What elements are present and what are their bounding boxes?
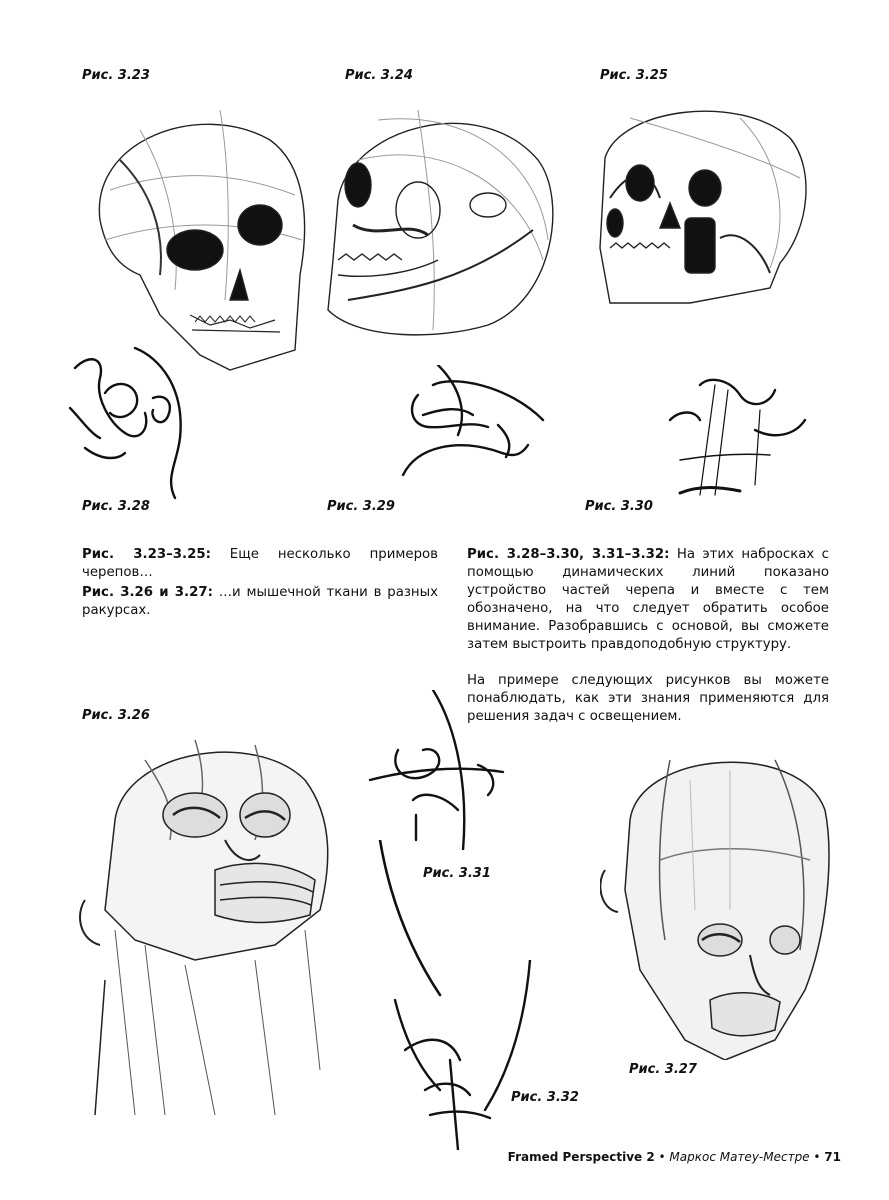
gesture-drawing-3-32 [390,960,540,1150]
left-paragraph-2-ref: Рис. 3.26 и 3.27: [82,585,213,600]
figure-caption-3-30: Рис. 3.30 [585,499,653,514]
gesture-drawing-3-30 [660,375,810,500]
figure-caption-3-27: Рис. 3.27 [629,1062,697,1077]
right-paragraph-1 [467,546,829,654]
page-footer [508,1150,841,1164]
left-paragraph-1-body: Еще несколько примеров черепов… [82,547,438,580]
skull-drawing-3-23 [80,100,310,375]
left-paragraph-2-body: …и мышечной ткани в разных ракурсах. [82,585,438,618]
figure-caption-3-31: Рис. 3.31 [423,866,491,881]
figure-caption-3-23: Рис. 3.23 [82,68,150,83]
figure-caption-3-26: Рис. 3.26 [82,708,150,723]
figure-caption-3-25: Рис. 3.25 [600,68,668,83]
right-paragraph-2: На примере следующих рисунков вы можете понаблюдать, как эти знания применяются для решения задач с освещением. [467,673,829,724]
footer-separator-2: • [809,1150,825,1164]
gesture-drawing-3-29 [398,365,548,485]
skull-drawing-3-24 [318,100,568,345]
muscle-head-drawing-3-27 [600,740,840,1060]
muscle-head-drawing-3-26 [75,730,335,1115]
figure-caption-3-29: Рис. 3.29 [327,499,395,514]
gesture-drawing-3-28 [65,338,200,503]
left-paragraph-1-ref: Рис. 3.23–3.25: [82,547,211,562]
left-paragraph-2 [82,584,438,620]
footer-author: Маркос Матеу-Местре [669,1150,810,1164]
skull-drawing-3-25 [590,98,815,318]
right-paragraph-1-ref: Рис. 3.28–3.30, 3.31–3.32: [467,547,670,562]
left-paragraph-1 [82,546,438,582]
page-number: 71 [824,1150,841,1164]
figure-caption-3-32: Рис. 3.32 [511,1090,579,1105]
gesture-drawing-3-31 [368,690,508,850]
figure-caption-3-24: Рис. 3.24 [345,68,413,83]
footer-separator-1: • [654,1150,670,1164]
right-paragraph-1-body: На этих набросках с помощью динамических линий показано устройство частей черепа и вместе с тем обозначено, на что следует обратить особое внимание. Разобравшись с основой, вы сможете затем выстроить правдоподобную структуру. [467,547,829,652]
footer-book-title: Framed Perspective 2 [507,1150,655,1164]
figure-caption-3-28: Рис. 3.28 [82,499,150,514]
